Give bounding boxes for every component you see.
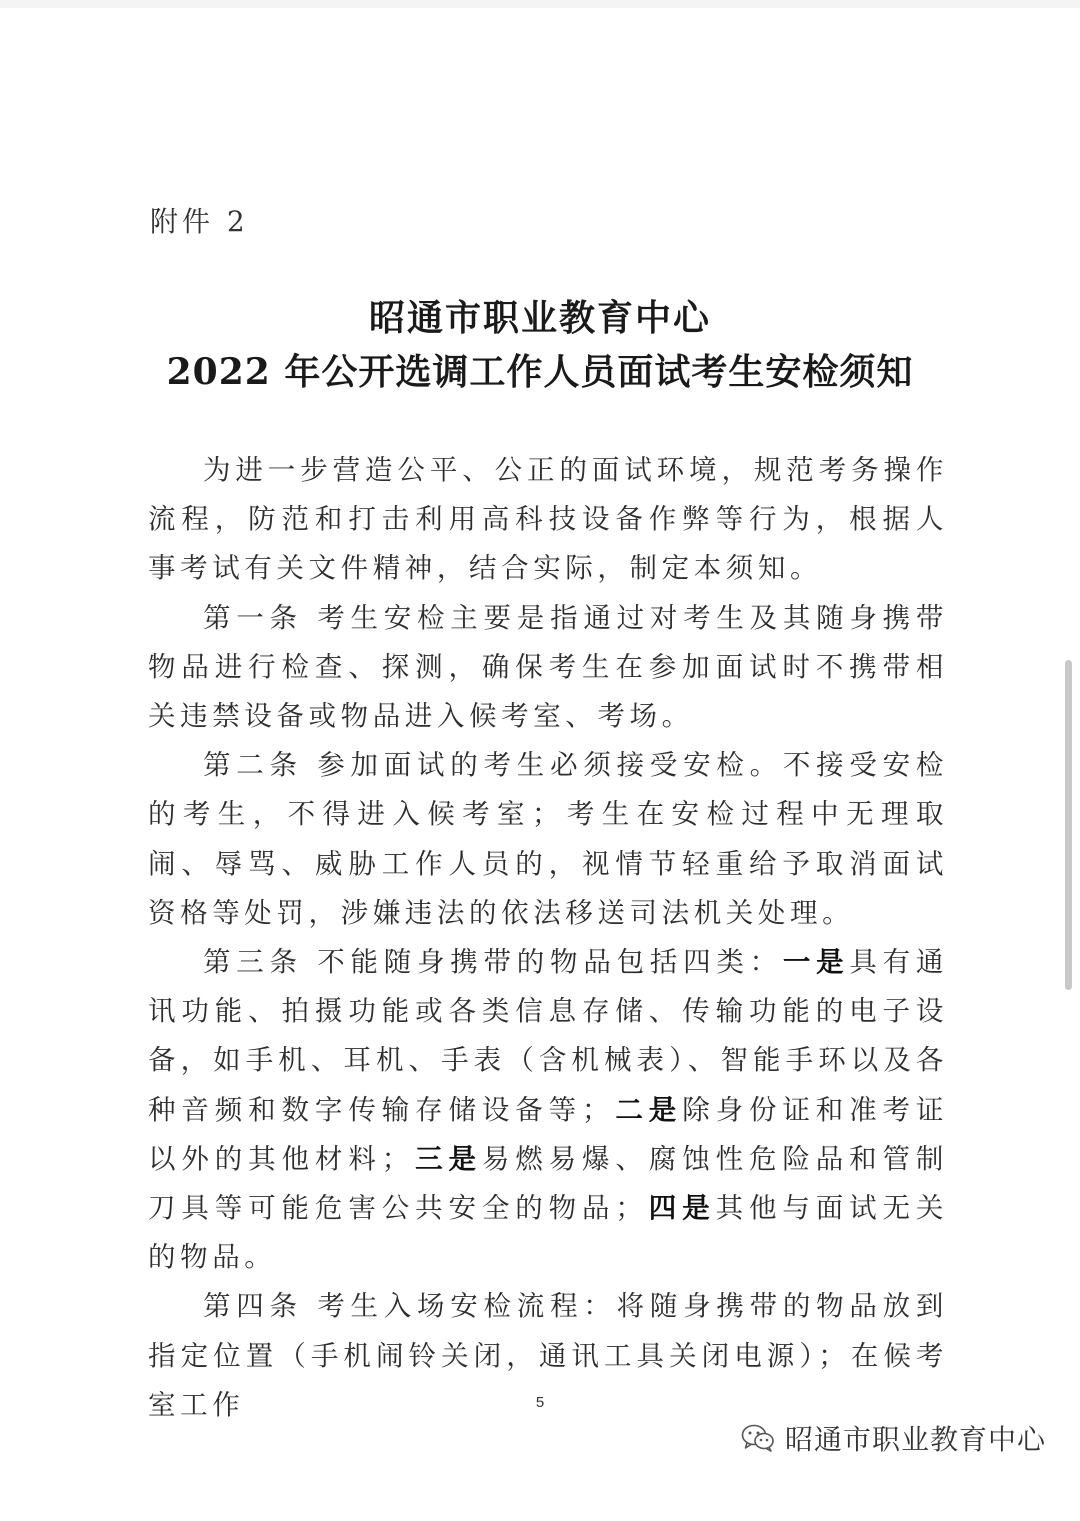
account-watermark <box>741 1418 1046 1458</box>
attachment-label: 附件 2 <box>150 205 249 238</box>
item-3-marker: 三是 <box>413 1142 482 1175</box>
watermark-text: 昭通市职业教育中心 <box>784 1423 1046 1456</box>
vertical-scrollbar[interactable] <box>1065 660 1072 990</box>
article-3-text: 易燃易爆、腐蚀性危险品和管制刀具等可能危害公共安全的物品； <box>148 1142 948 1225</box>
article-1-paragraph: 第一条 考生安检主要是指通过对考生及其随身携带物品进行检查、探测，确保考生在参加面试时不携带相关违禁设备或物品进入候考室、考场。 <box>148 601 948 733</box>
page-number: 5 <box>535 1394 545 1411</box>
article-2-paragraph: 第二条 参加面试的考生必须接受安检。不接受安检的考生，不得进入候考室；考生在安检过程中无理取闹、辱骂、威胁工作人员的，视情节轻重给予取消面试资格等处罚，涉嫌违法的依法移送司法机关处理。 <box>148 749 948 929</box>
wechat-icon <box>741 1424 775 1452</box>
document-body <box>148 446 948 1430</box>
article-3-text: 具有通讯功能、拍摄功能或各类信息存储、传输功能的电子设备，如手机、耳机、手表（含机械表）、智能手环以及各种音频和数字传输存储设备等； <box>148 946 948 1126</box>
item-1-marker: 一是 <box>782 946 850 979</box>
item-4-marker: 四是 <box>647 1192 716 1225</box>
article-3-text: 第三条 不能随身携带的物品包括四类： <box>203 946 783 979</box>
article-3-paragraph <box>148 938 948 1282</box>
article-3-text: 其他与面试无关的物品。 <box>148 1192 948 1274</box>
page-top-edge <box>0 0 1080 8</box>
title-line-2: 2022 年公开选调工作人员面试考生安检须知 <box>166 351 914 393</box>
title-line-1: 昭通市职业教育中心 <box>368 297 711 339</box>
intro-paragraph: 为进一步营造公平、公正的面试环境，规范考务操作流程，防范和打击利用高科技设备作弊等行为，根据人事考试有关文件精神，结合实际，制定本须知。 <box>148 454 948 585</box>
article-3-text: 除身份证和准考证以外的其他材料； <box>148 1093 948 1175</box>
article-4-paragraph: 第四条 考生入场安检流程：将随身携带的物品放到指定位置（手机闹铃关闭，通讯工具关闭电源）；在候考室工作 <box>148 1290 948 1421</box>
item-2-marker: 二是 <box>614 1093 683 1126</box>
